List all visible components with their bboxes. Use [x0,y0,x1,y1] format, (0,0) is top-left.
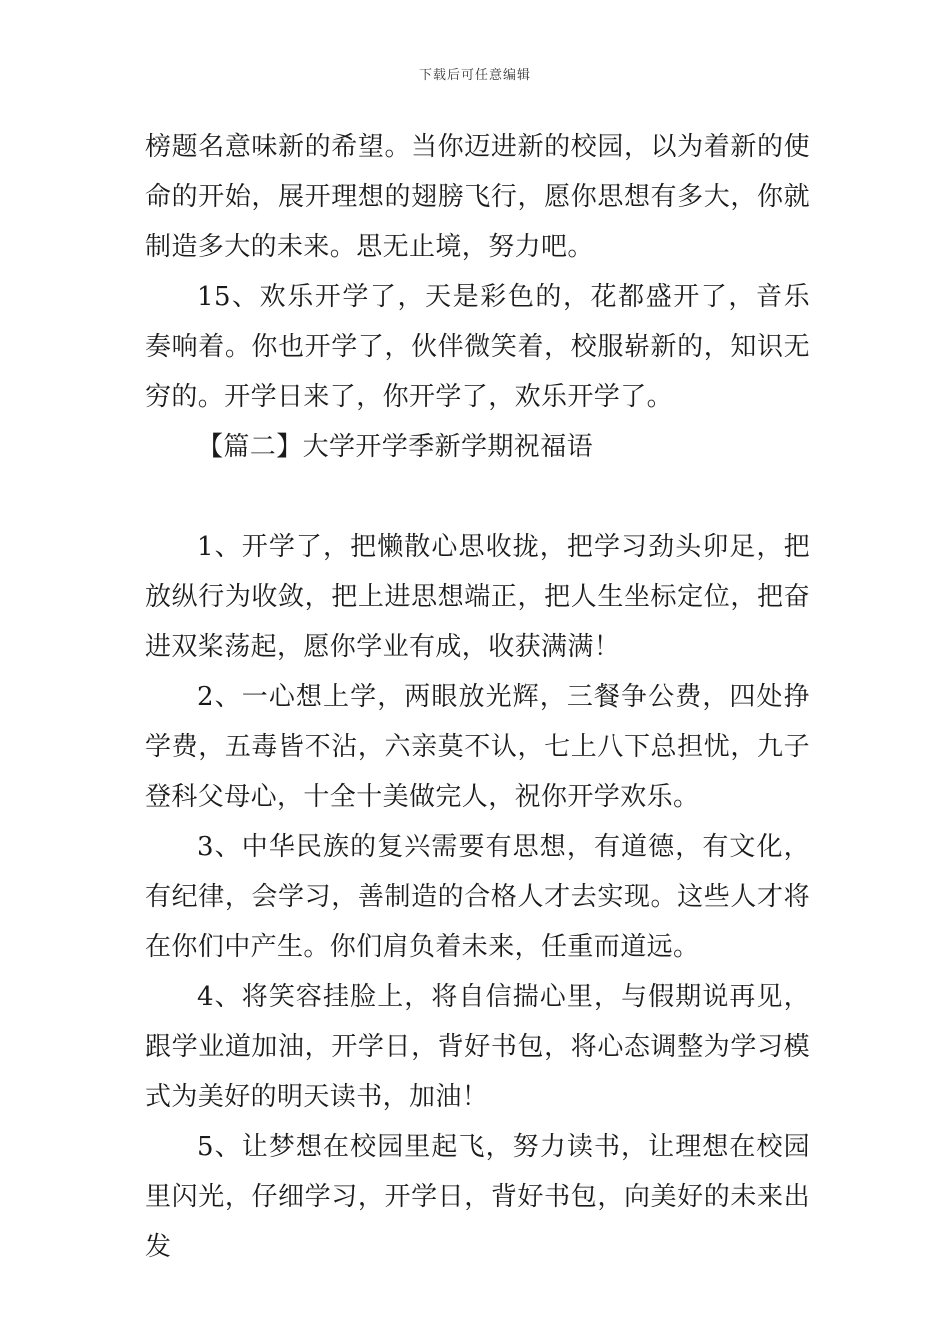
blank-line [145,472,810,522]
paragraph-item-4: 4、将笑容挂脸上，将自信揣心里，与假期说再见，跟学业道加油，开学日，背好书包，将心态调整为学习模式为美好的明天读书，加油！ [145,982,810,1112]
paragraph-item-3: 3、中华民族的复兴需要有思想，有道德，有文化，有纪律，会学习，善制造的合格人才去实现。这些人才将在你们中产生。你们肩负着未来，任重而道远。 [145,832,810,962]
document-body [145,122,810,1272]
page-header: 下载后可任意编辑 [418,68,531,83]
paragraph-item-5: 5、让梦想在校园里起飞，努力读书，让理想在校园里闪光，仔细学习，开学日，背好书包，向美好的未来出发 [145,1132,810,1262]
paragraph-item-15: 15、欢乐开学了，天是彩色的，花都盛开了，音乐奏响着。你也开学了，伙伴微笑着，校服崭新的，知识无穷的。开学日来了，你开学了，欢乐开学了。 [145,282,810,412]
paragraph-item-2: 2、一心想上学，两眼放光辉，三餐争公费，四处挣学费，五毒皆不沾，六亲莫不认，七上八下总担忧，九子登科父母心，十全十美做完人，祝你开学欢乐。 [145,682,810,812]
paragraph-continuation: 榜题名意味新的希望。当你迈进新的校园，以为着新的使命的开始，展开理想的翅膀飞行，愿你思想有多大，你就制造多大的未来。思无止境，努力吧。 [145,132,810,262]
section-heading: 【篇二】大学开学季新学期祝福语 [197,432,594,462]
paragraph-item-1: 1、开学了，把懒散心思收拢，把学习劲头卯足，把放纵行为收敛，把上进思想端正，把人生坐标定位，把奋进双桨荡起，愿你学业有成，收获满满！ [145,532,810,662]
